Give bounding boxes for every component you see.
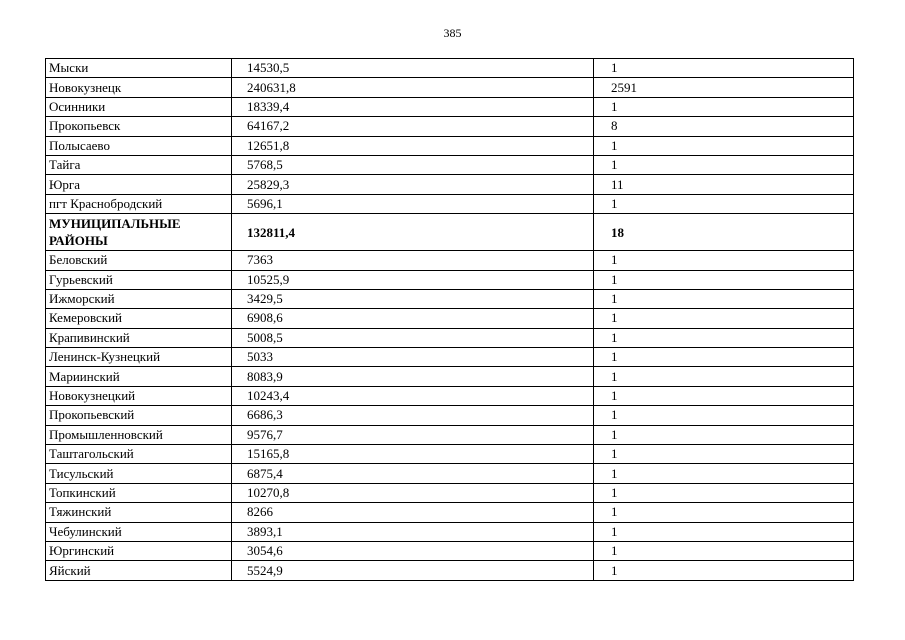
territory-name-cell: Юрга — [46, 175, 232, 194]
count-cell: 1 — [594, 464, 854, 483]
table-row — [46, 464, 854, 483]
table-row — [46, 348, 854, 367]
count-cell: 1 — [594, 270, 854, 289]
territory-name-cell: Крапивинский — [46, 328, 232, 347]
value-cell: 10525,9 — [232, 270, 594, 289]
count-cell: 1 — [594, 445, 854, 464]
count-cell: 1 — [594, 406, 854, 425]
territory-name-cell: Прокопьевск — [46, 117, 232, 136]
value-cell: 10270,8 — [232, 483, 594, 502]
value-cell: 7363 — [232, 251, 594, 270]
table-row — [46, 483, 854, 502]
count-cell: 1 — [594, 386, 854, 405]
territory-name-cell: Яйский — [46, 561, 232, 580]
territory-name-cell: Тисульский — [46, 464, 232, 483]
table-body — [46, 59, 854, 581]
group-total-row — [46, 214, 854, 251]
table-row — [46, 251, 854, 270]
territory-name-cell: Кемеровский — [46, 309, 232, 328]
value-cell: 9576,7 — [232, 425, 594, 444]
territory-name-cell: Мыски — [46, 59, 232, 78]
value-cell: 18339,4 — [232, 97, 594, 116]
value-cell: 240631,8 — [232, 78, 594, 97]
table-row — [46, 97, 854, 116]
count-cell: 1 — [594, 251, 854, 270]
value-cell: 5008,5 — [232, 328, 594, 347]
table-row — [46, 78, 854, 97]
table-row — [46, 117, 854, 136]
table-row — [46, 155, 854, 174]
territory-name-cell: Мариинский — [46, 367, 232, 386]
count-cell: 1 — [594, 309, 854, 328]
value-cell: 6875,4 — [232, 464, 594, 483]
table-row — [46, 541, 854, 560]
data-table — [45, 58, 854, 581]
territory-name-cell: Новокузнецкий — [46, 386, 232, 405]
value-cell: 14530,5 — [232, 59, 594, 78]
count-cell: 1 — [594, 194, 854, 213]
table-row — [46, 175, 854, 194]
value-cell: 25829,3 — [232, 175, 594, 194]
table-row — [46, 386, 854, 405]
count-cell: 1 — [594, 561, 854, 580]
table-row — [46, 194, 854, 213]
count-cell: 1 — [594, 503, 854, 522]
value-cell: 5033 — [232, 348, 594, 367]
territory-name-cell: Топкинский — [46, 483, 232, 502]
count-cell: 1 — [594, 97, 854, 116]
count-cell: 1 — [594, 328, 854, 347]
count-cell: 1 — [594, 136, 854, 155]
territory-name-cell: Ижморский — [46, 289, 232, 308]
page-number: 385 — [443, 26, 462, 40]
value-cell: 10243,4 — [232, 386, 594, 405]
value-cell: 5768,5 — [232, 155, 594, 174]
table-row — [46, 503, 854, 522]
count-cell: 1 — [594, 59, 854, 78]
value-cell: 3429,5 — [232, 289, 594, 308]
value-cell: 8083,9 — [232, 367, 594, 386]
table-row — [46, 522, 854, 541]
table-row — [46, 406, 854, 425]
table-row — [46, 136, 854, 155]
count-cell: 18 — [594, 214, 854, 251]
territory-name-cell: Чебулинский — [46, 522, 232, 541]
table-row — [46, 328, 854, 347]
value-cell: 8266 — [232, 503, 594, 522]
table-row — [46, 425, 854, 444]
territory-name-cell: Новокузнецк — [46, 78, 232, 97]
value-cell: 6908,6 — [232, 309, 594, 328]
territory-name-cell: Беловский — [46, 251, 232, 270]
count-cell: 8 — [594, 117, 854, 136]
value-cell: 3893,1 — [232, 522, 594, 541]
count-cell: 1 — [594, 483, 854, 502]
count-cell: 1 — [594, 289, 854, 308]
value-cell: 5696,1 — [232, 194, 594, 213]
table-row — [46, 367, 854, 386]
territory-name-cell: МУНИЦИПАЛЬНЫЕ РАЙОНЫ — [46, 214, 232, 251]
table-row — [46, 309, 854, 328]
count-cell: 1 — [594, 348, 854, 367]
territory-name-cell: Прокопьевский — [46, 406, 232, 425]
value-cell: 6686,3 — [232, 406, 594, 425]
territory-name-cell: Ленинск-Кузнецкий — [46, 348, 232, 367]
count-cell: 1 — [594, 155, 854, 174]
value-cell: 5524,9 — [232, 561, 594, 580]
count-cell: 2591 — [594, 78, 854, 97]
count-cell: 1 — [594, 425, 854, 444]
count-cell: 11 — [594, 175, 854, 194]
territory-name-cell: Осинники — [46, 97, 232, 116]
table-row — [46, 289, 854, 308]
value-cell: 12651,8 — [232, 136, 594, 155]
value-cell: 132811,4 — [232, 214, 594, 251]
territory-name-cell: Полысаево — [46, 136, 232, 155]
value-cell: 15165,8 — [232, 445, 594, 464]
territory-name-cell: пгт Краснобродский — [46, 194, 232, 213]
table-row — [46, 445, 854, 464]
territory-name-cell: Гурьевский — [46, 270, 232, 289]
table-row — [46, 561, 854, 580]
territory-name-cell: Тайга — [46, 155, 232, 174]
territory-name-cell: Промышленновский — [46, 425, 232, 444]
territory-name-cell: Юргинский — [46, 541, 232, 560]
count-cell: 1 — [594, 541, 854, 560]
territory-name-cell: Тяжинский — [46, 503, 232, 522]
table-row — [46, 59, 854, 78]
count-cell: 1 — [594, 522, 854, 541]
count-cell: 1 — [594, 367, 854, 386]
territory-name-cell: Таштагольский — [46, 445, 232, 464]
table-row — [46, 270, 854, 289]
value-cell: 3054,6 — [232, 541, 594, 560]
value-cell: 64167,2 — [232, 117, 594, 136]
